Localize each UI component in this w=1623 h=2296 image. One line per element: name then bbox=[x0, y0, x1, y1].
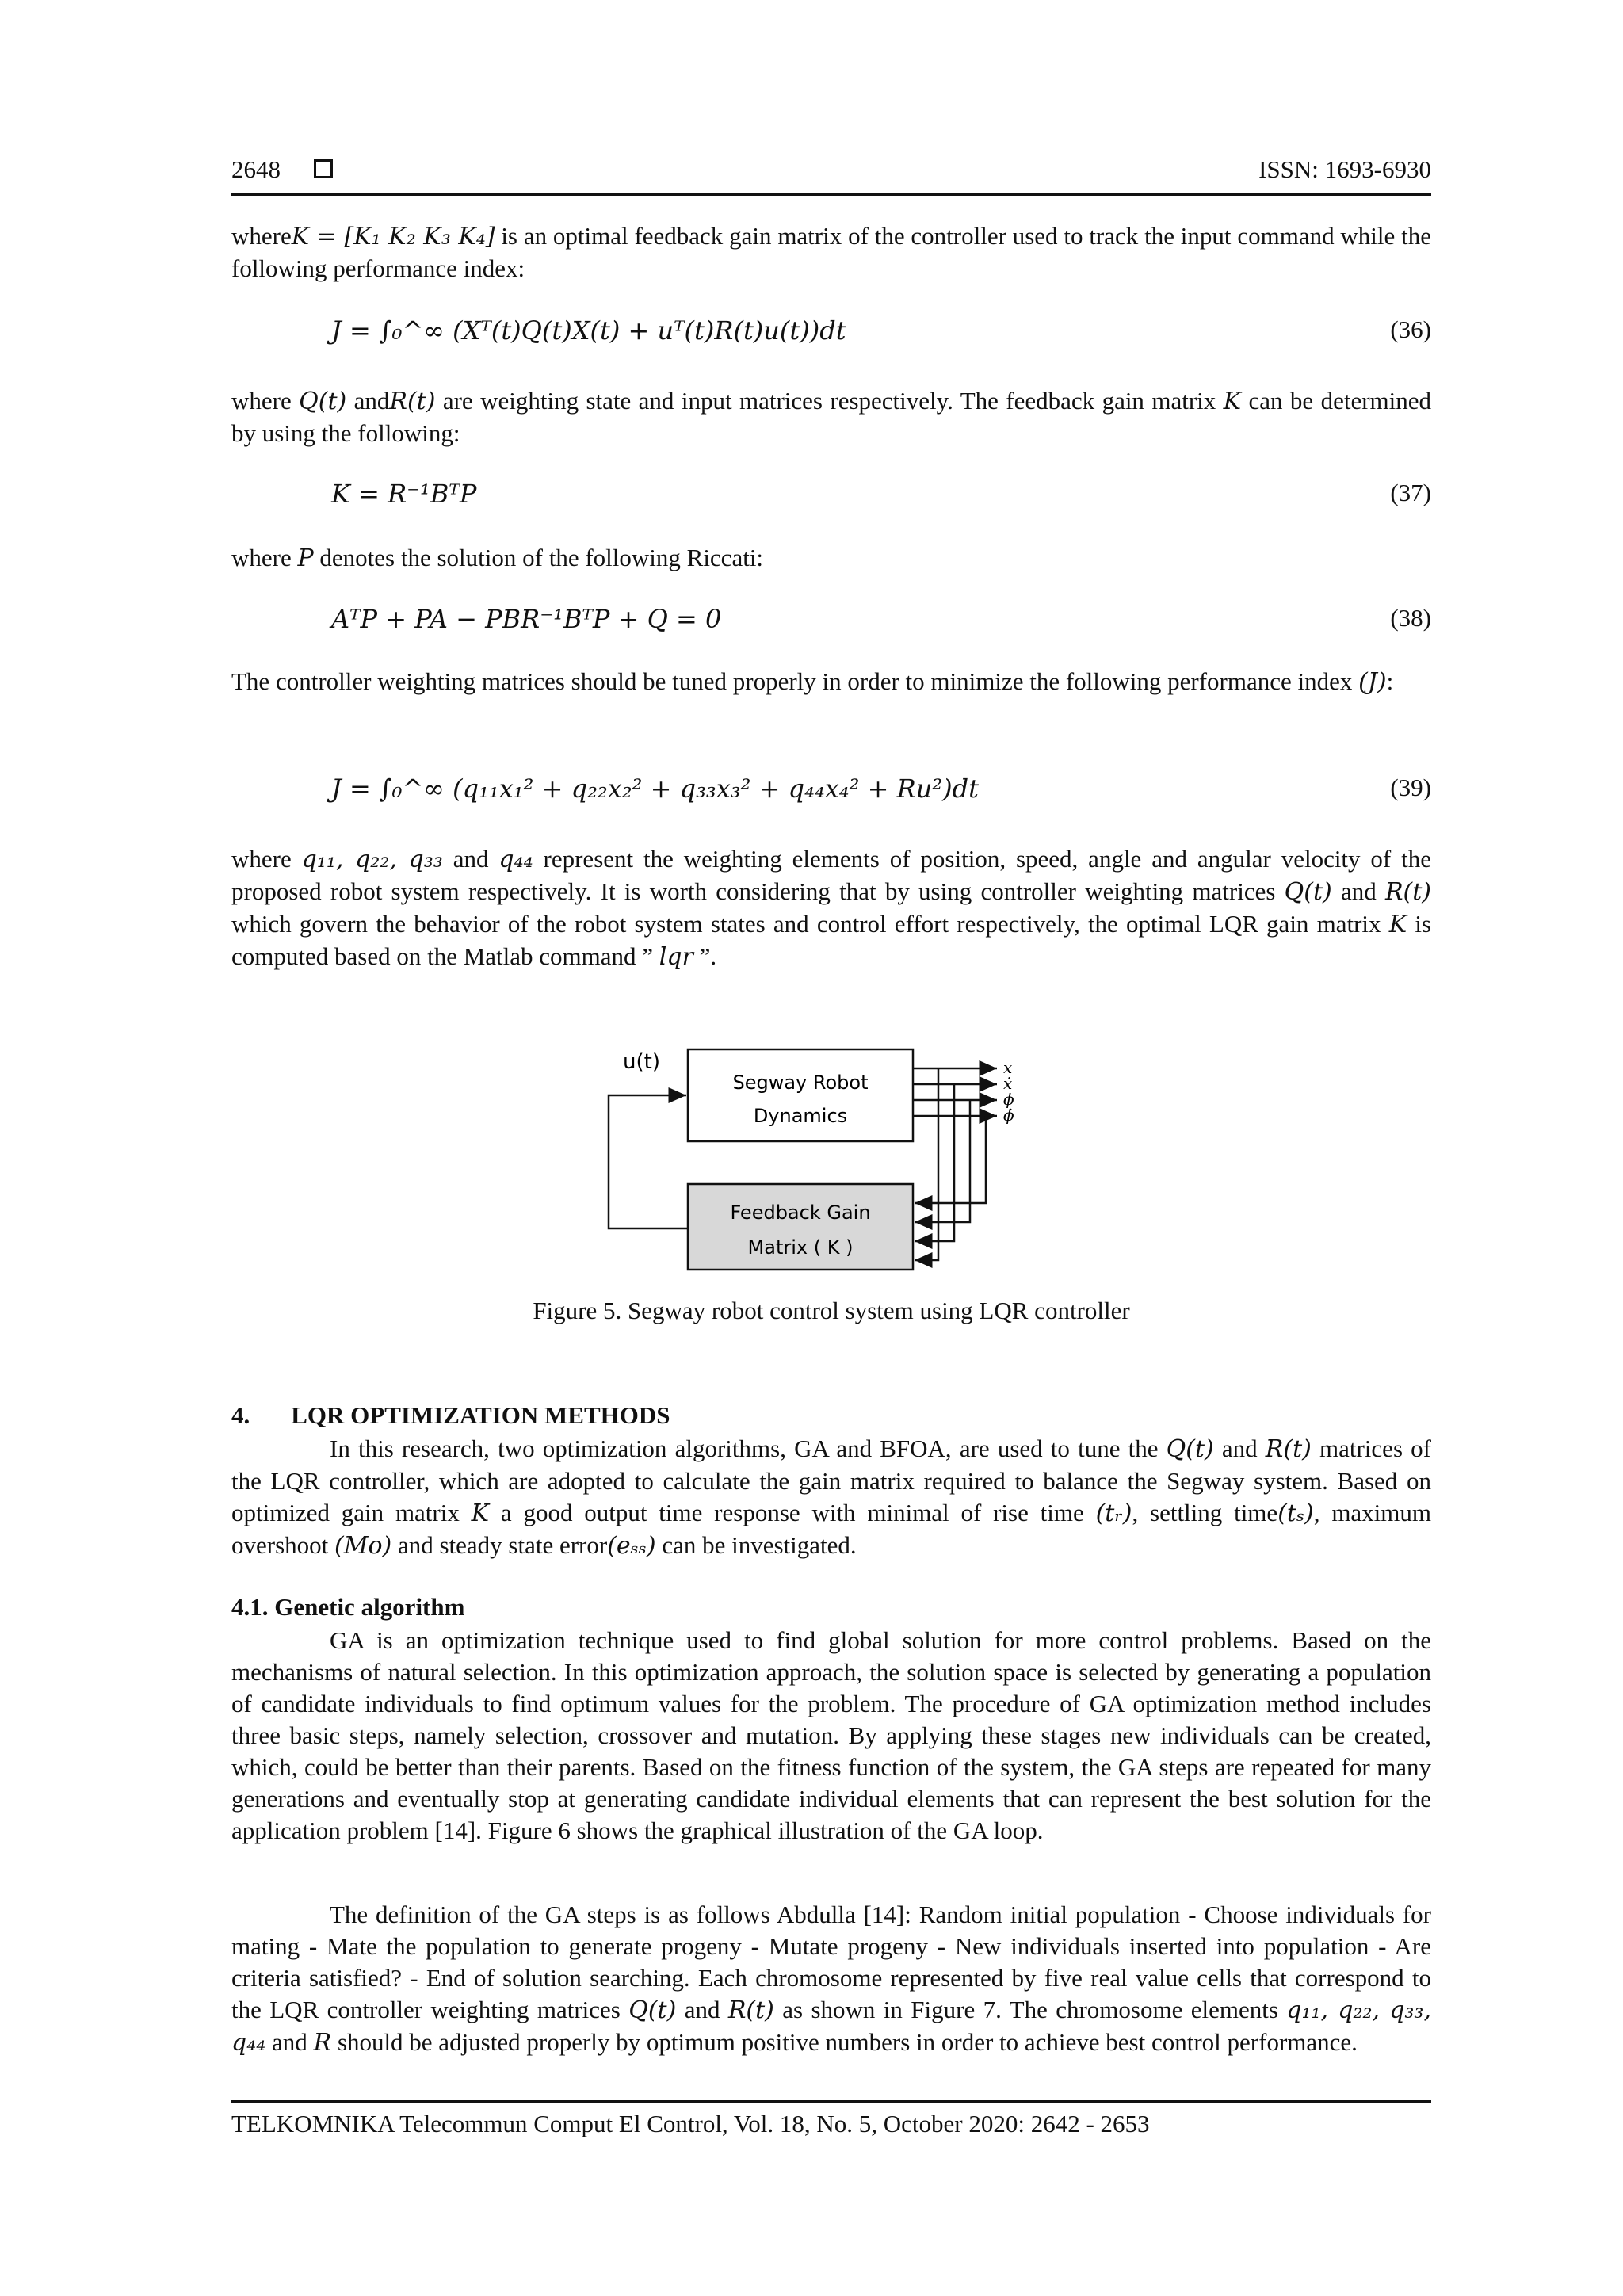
square-icon bbox=[314, 159, 333, 178]
equation-number-36: (36) bbox=[1390, 315, 1431, 343]
output-label-x: x bbox=[1003, 1058, 1013, 1077]
text-span: are weighting state and input matrices respectively. The feedback gain matrix bbox=[435, 387, 1224, 415]
math-span: K = [K₁ K₂ K₃ K₄] bbox=[291, 223, 495, 250]
math-span: R(t) bbox=[1384, 878, 1432, 906]
text-span: and bbox=[1213, 1435, 1266, 1462]
paragraph-weighting-elements bbox=[231, 843, 1431, 973]
issn: ISSN: 1693-6930 bbox=[1258, 155, 1431, 183]
paragraph-performance-index bbox=[231, 666, 1431, 698]
math-span: R(t) bbox=[389, 388, 436, 415]
text-span: and bbox=[346, 387, 390, 415]
section-title: LQR OPTIMIZATION METHODS bbox=[291, 1401, 670, 1429]
text-span: should be adjusted properly by optimum positive numbers in order to achieve best control performance. bbox=[331, 2028, 1358, 2056]
equation-number-38: (38) bbox=[1390, 604, 1431, 632]
section-number: 4. bbox=[231, 1401, 250, 1429]
header-rule bbox=[231, 193, 1431, 196]
math-span: q₄₄ bbox=[498, 846, 533, 873]
math-span: R bbox=[313, 2029, 332, 2057]
text-span: can be determined by using the following: bbox=[231, 387, 1432, 447]
text-span: where bbox=[231, 544, 298, 571]
paragraph-section-4 bbox=[231, 1433, 1431, 1562]
text-span: as shown in Figure 7. The chromosome elements bbox=[773, 1996, 1287, 2023]
text-span: The definition of the GA steps is as follows Abdulla [14]: Random initial population - Choose individuals for mating - Mate the population to generate progeny - Mutate progeny - New individuals inserted into population - Are criteria satisfied? - End of solution searching. Each chromosome represented by five real value cells that correspond to the LQR controller weighting matrices bbox=[231, 1901, 1431, 2023]
text-span: a good output time response with minimal of rise time bbox=[489, 1499, 1096, 1526]
gain-label-1: Feedback Gain bbox=[730, 1201, 871, 1224]
text-span: , maximum overshoot bbox=[231, 1499, 1432, 1559]
text-span: where bbox=[231, 387, 300, 415]
text-span: denotes the solution of the following Riccati: bbox=[313, 544, 764, 571]
math-span: Q(t) bbox=[1284, 878, 1332, 906]
text-span: where bbox=[231, 222, 292, 250]
equation-number-39: (39) bbox=[1390, 774, 1431, 801]
paragraph-gain-matrix bbox=[231, 220, 1431, 285]
block-diagram bbox=[586, 1038, 1062, 1292]
paragraph-ga-2 bbox=[231, 1899, 1431, 2059]
footer-citation: TELKOMNIKA Telecommun Comput El Control, Vol. 18, No. 5, October 2020: 2642 - 2653 bbox=[231, 2110, 1150, 2137]
text-span: and bbox=[1331, 877, 1385, 905]
math-span: K bbox=[1388, 911, 1407, 938]
equation-36: J = ∫₀^∞ (Xᵀ(t)Q(t)X(t) + uᵀ(t)R(t)u(t))dt bbox=[331, 315, 846, 346]
math-span: (Mo) bbox=[334, 1532, 392, 1560]
dynamics-label-1: Segway Robot bbox=[732, 1072, 869, 1094]
section-heading-4 bbox=[231, 1401, 670, 1430]
equation-38: AᵀP + PA − PBR⁻¹BᵀP + Q = 0 bbox=[331, 604, 722, 634]
page-number: 2648 bbox=[231, 155, 281, 183]
feedback-loop-line bbox=[609, 1095, 688, 1228]
math-span: q₁₁, q₂₂, q₃₃ bbox=[301, 846, 443, 873]
footer-rule bbox=[231, 2100, 1431, 2103]
math-span: (eₛₛ) bbox=[607, 1532, 656, 1560]
math-span: Q(t) bbox=[628, 1996, 677, 2024]
dynamics-block bbox=[688, 1049, 913, 1141]
math-span: (J) bbox=[1358, 668, 1387, 696]
section-heading-4-1: 4.1. Genetic algorithm bbox=[231, 1593, 465, 1621]
math-span: R(t) bbox=[1265, 1435, 1312, 1463]
gain-label-2: Matrix ( K ) bbox=[747, 1236, 854, 1259]
math-span: Q(t) bbox=[1166, 1435, 1214, 1463]
paragraph-weighting-matrices bbox=[231, 385, 1431, 449]
text-span: : bbox=[1386, 667, 1394, 695]
text-span: and steady state error bbox=[391, 1531, 608, 1559]
math-span: P bbox=[297, 544, 314, 572]
equation-37: K = R⁻¹BᵀP bbox=[331, 479, 477, 509]
output-label-phidot: ϕ̇ bbox=[1003, 1106, 1014, 1125]
math-span: (tₛ) bbox=[1277, 1499, 1314, 1527]
text-span: and bbox=[442, 845, 499, 873]
equation-39: J = ∫₀^∞ (q₁₁x₁² + q₂₂x₂² + q₃₃x₃² + q₄₄x₄² + Ru²)dt bbox=[331, 774, 979, 804]
text-span: The controller weighting matrices should be tuned properly in order to minimize the following performance index bbox=[231, 667, 1359, 695]
math-span: Q(t) bbox=[299, 388, 347, 415]
text-span: where bbox=[231, 845, 302, 873]
output-label-phi: ϕ bbox=[1003, 1090, 1014, 1109]
text-span: , settling time bbox=[1132, 1499, 1278, 1526]
equation-number-37: (37) bbox=[1390, 479, 1431, 506]
text-span: which govern the behavior of the robot system states and control effort respectively, the optimal LQR gain matrix bbox=[231, 910, 1389, 938]
text-span: ”. bbox=[693, 942, 717, 970]
text-span: matrices of the LQR controller, which are adopted to calculate the gain matrix required to balance the Segway system. Based on optimized gain matrix bbox=[231, 1435, 1431, 1526]
text-span: In this research, two optimization algorithms, GA and BFOA, are used to tune the bbox=[330, 1435, 1167, 1462]
input-label: u(t) bbox=[623, 1050, 660, 1074]
text-span: can be investigated. bbox=[655, 1531, 857, 1559]
text-span: represent the weighting elements of position, speed, angle and angular velocity of the proposed robot system respectively. It is worth considering that by using controller weighting matrices bbox=[231, 845, 1432, 905]
math-span: q₁₁, q₂₂, q₃₃, q₄₄ bbox=[231, 1996, 1431, 2057]
text-span: and bbox=[265, 2028, 314, 2056]
output-lines bbox=[913, 1068, 997, 1260]
text-span: is computed based on the Matlab command ” bbox=[231, 910, 1431, 970]
paragraph-ga-1: GA is an optimization technique used to find global solution for more control problems. Based on the mechanisms of natural selection. In this optimization approach, the solution space is selected by generating a population of candidate individuals to find optimum values for the problem. The procedure of GA optimization method includes three basic steps, namely selection, crossover and mutation. By applying these stages new individuals can be created, which, could be better than their parents. Based on the fitness function of the system, the GA steps are repeated for many generations and eventually stop at generating candidate individual elements that can represent the best solution for the application problem [14]. Figure 6 shows the graphical illustration of the GA loop. bbox=[231, 1626, 1431, 1844]
output-label-xdot: ẋ bbox=[1003, 1074, 1013, 1093]
paragraph-riccati bbox=[231, 542, 1431, 575]
text-span: is an optimal feedback gain matrix of the controller used to track the input command while the following performance index: bbox=[231, 222, 1431, 282]
text-span: and bbox=[676, 1996, 728, 2023]
figure-caption: Figure 5. Segway robot control system using LQR controller bbox=[533, 1297, 1130, 1324]
math-span: K bbox=[1223, 388, 1242, 415]
dynamics-label-2: Dynamics bbox=[753, 1105, 848, 1127]
math-span: lqr bbox=[659, 943, 693, 971]
math-span: R(t) bbox=[727, 1996, 774, 2024]
math-span: K bbox=[471, 1499, 490, 1527]
math-span: (tᵣ) bbox=[1095, 1499, 1132, 1527]
